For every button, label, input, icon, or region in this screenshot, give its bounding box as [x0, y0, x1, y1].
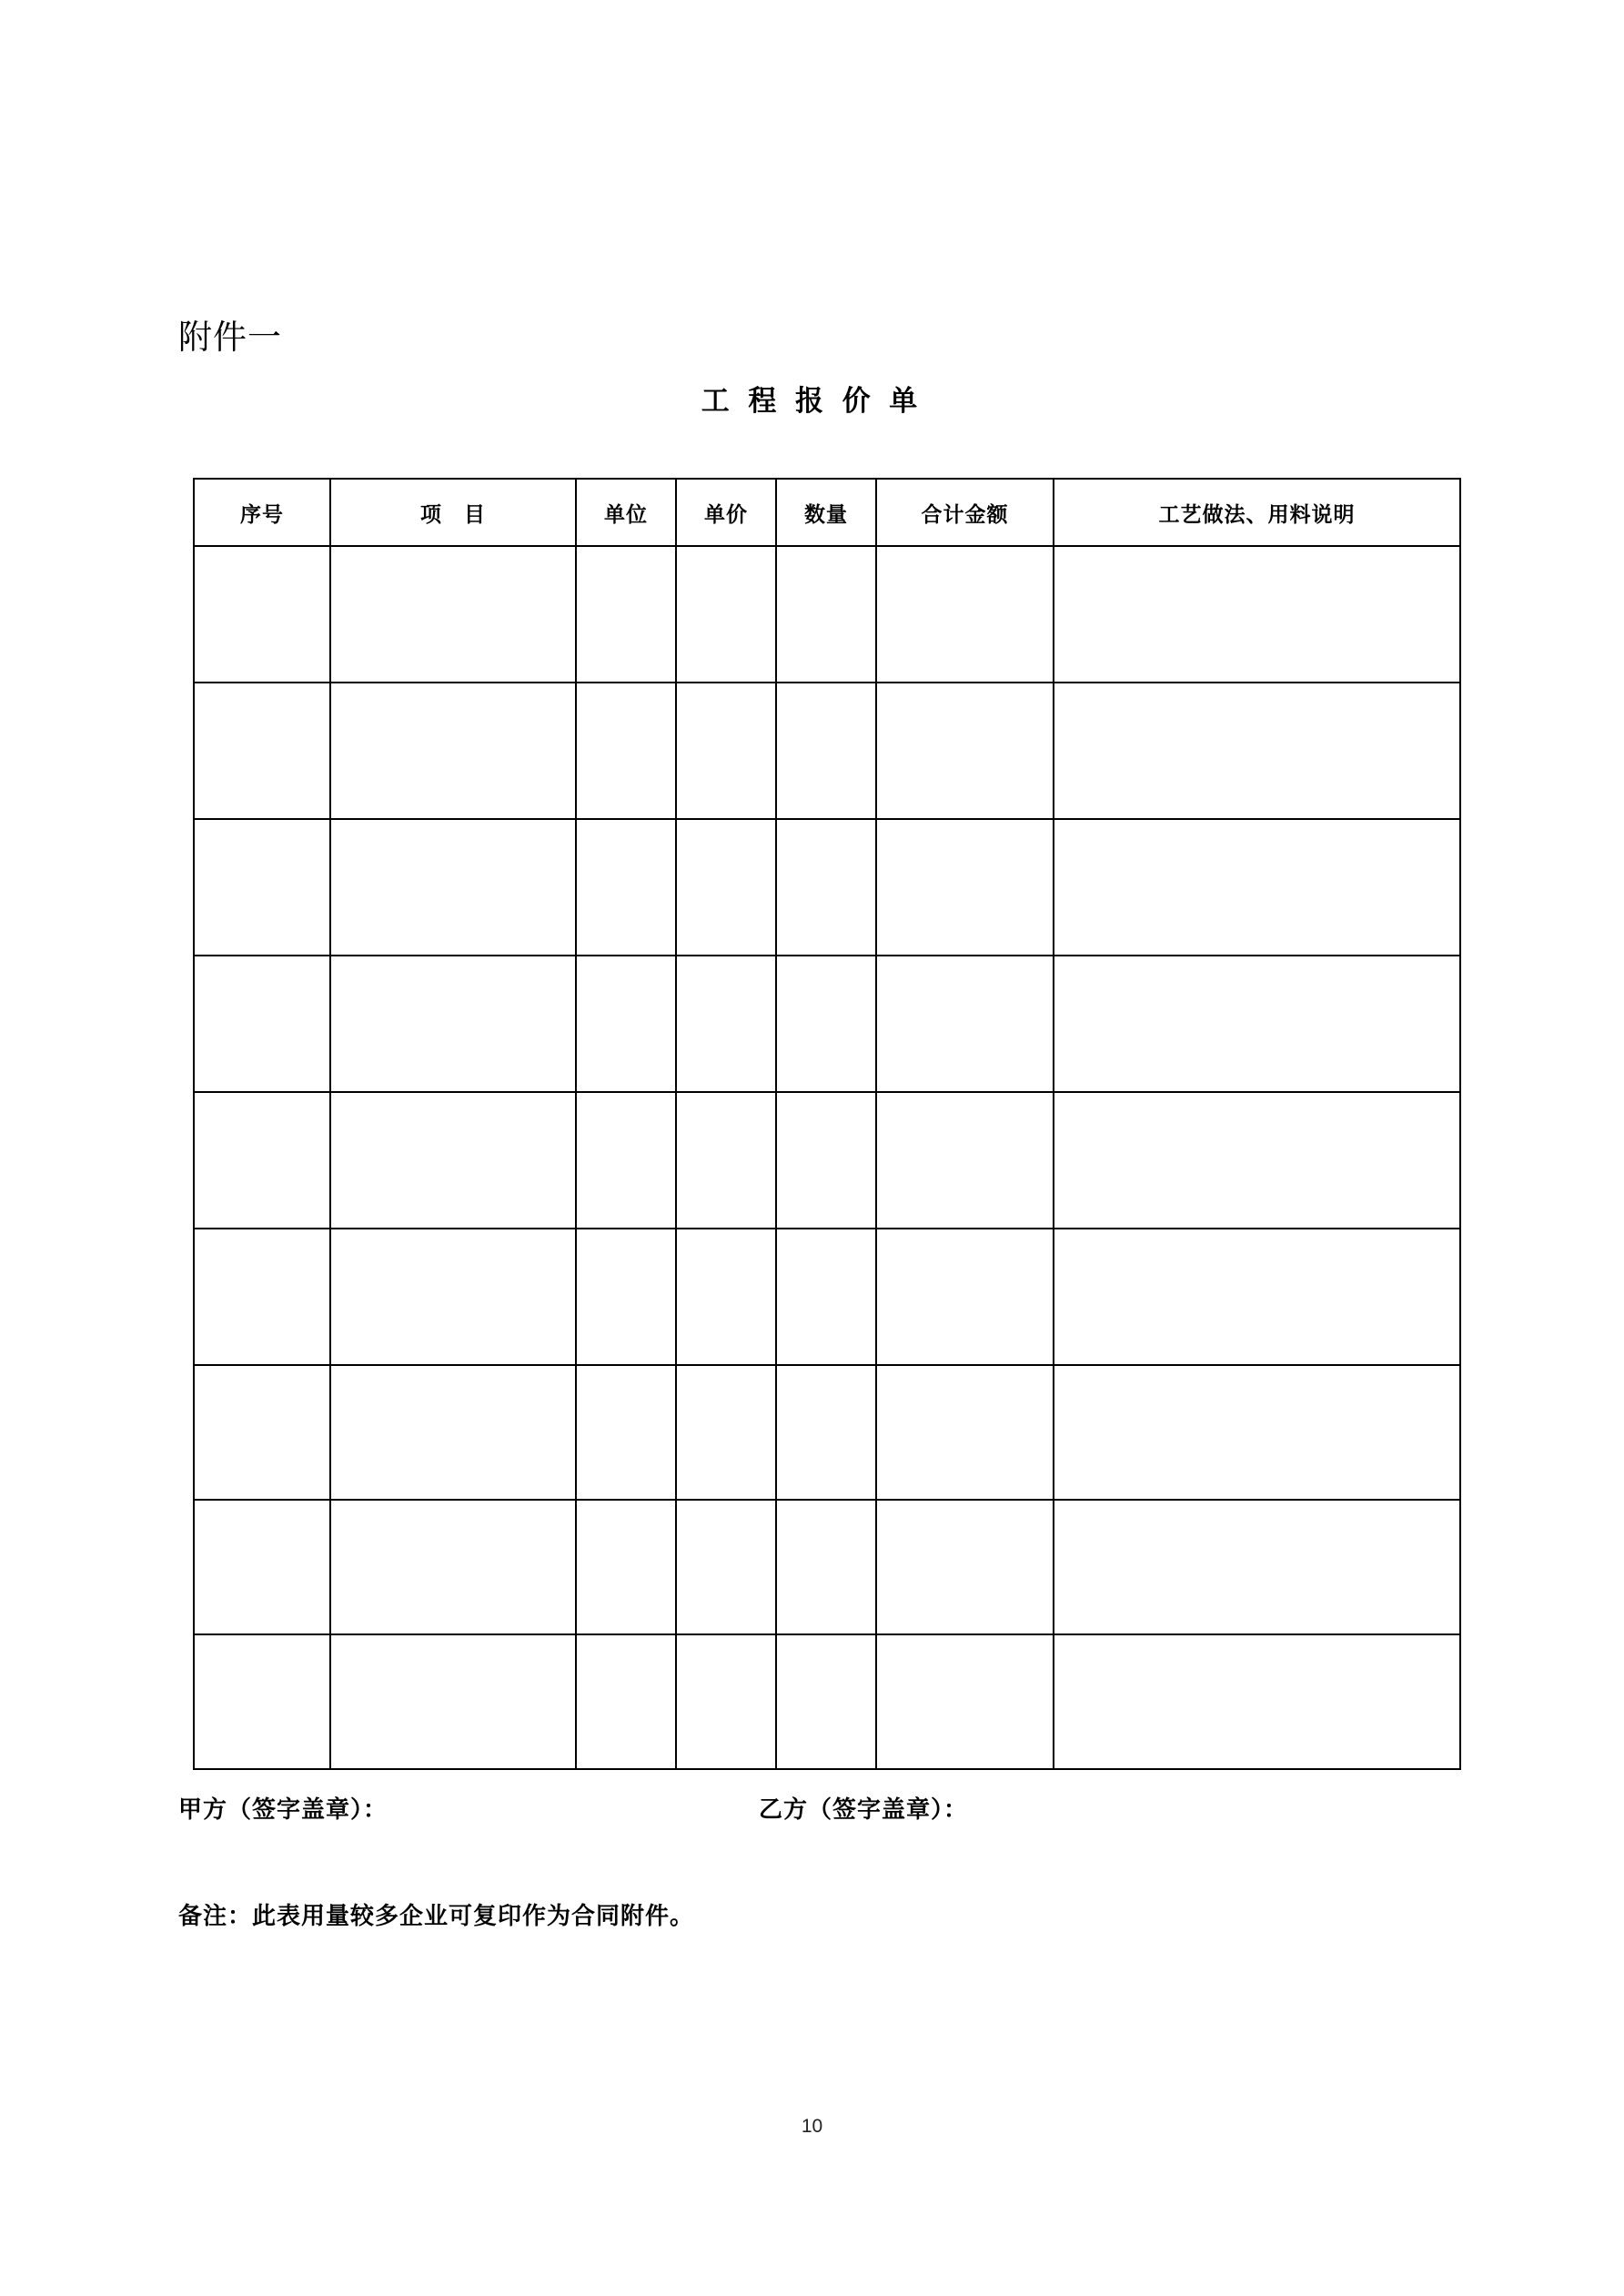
cell-unit[interactable]: [576, 1092, 676, 1229]
table-header-row: [194, 479, 1460, 546]
cell-unit[interactable]: [576, 1634, 676, 1769]
column-header-qty: 数量: [776, 479, 876, 546]
cell-qty[interactable]: [776, 1365, 876, 1500]
cell-note[interactable]: [1054, 1500, 1460, 1634]
cell-seq[interactable]: [194, 1365, 330, 1500]
cell-item[interactable]: [330, 1634, 576, 1769]
page-title: 工 程 报 价 单: [701, 385, 923, 417]
cell-unit[interactable]: [576, 1500, 676, 1634]
cell-seq[interactable]: [194, 1634, 330, 1769]
cell-price[interactable]: [676, 1229, 776, 1365]
cell-item[interactable]: [330, 683, 576, 819]
quotation-table: [193, 478, 1461, 1770]
signature-party-a: 甲方（签字盖章）：: [178, 1795, 388, 1823]
cell-price[interactable]: [676, 1500, 776, 1634]
cell-price[interactable]: [676, 1634, 776, 1769]
cell-qty[interactable]: [776, 683, 876, 819]
cell-seq[interactable]: [194, 956, 330, 1092]
column-header-seq: 序号: [194, 479, 330, 546]
cell-note[interactable]: [1054, 1092, 1460, 1229]
cell-total[interactable]: [876, 819, 1054, 956]
cell-seq[interactable]: [194, 1092, 330, 1229]
cell-unit[interactable]: [576, 1365, 676, 1500]
cell-qty[interactable]: [776, 1229, 876, 1365]
cell-item[interactable]: [330, 1092, 576, 1229]
cell-note[interactable]: [1054, 1634, 1460, 1769]
cell-note[interactable]: [1054, 1365, 1460, 1500]
cell-unit[interactable]: [576, 683, 676, 819]
table-row: [194, 1500, 1460, 1634]
page-number: 10: [801, 2116, 823, 2137]
table-row: [194, 819, 1460, 956]
cell-total[interactable]: [876, 1229, 1054, 1365]
cell-total[interactable]: [876, 1634, 1054, 1769]
cell-seq[interactable]: [194, 683, 330, 819]
cell-qty[interactable]: [776, 819, 876, 956]
cell-qty[interactable]: [776, 1500, 876, 1634]
cell-qty[interactable]: [776, 1634, 876, 1769]
cell-note[interactable]: [1054, 819, 1460, 956]
table-row: [194, 1634, 1460, 1769]
cell-item[interactable]: [330, 1365, 576, 1500]
attachment-label: 附件一: [178, 319, 282, 356]
cell-item[interactable]: [330, 819, 576, 956]
column-header-note: 工艺做法、用料说明: [1054, 479, 1460, 546]
cell-qty[interactable]: [776, 956, 876, 1092]
cell-price[interactable]: [676, 683, 776, 819]
column-header-price: 单价: [676, 479, 776, 546]
cell-seq[interactable]: [194, 546, 330, 683]
table-row: [194, 1365, 1460, 1500]
cell-note[interactable]: [1054, 1229, 1460, 1365]
table-row: [194, 546, 1460, 683]
cell-total[interactable]: [876, 1092, 1054, 1229]
table-row: [194, 1229, 1460, 1365]
cell-seq[interactable]: [194, 819, 330, 956]
cell-price[interactable]: [676, 819, 776, 956]
column-header-unit: 单位: [576, 479, 676, 546]
column-header-total: 合计金额: [876, 479, 1054, 546]
column-header-item: 项 目: [330, 479, 576, 546]
cell-seq[interactable]: [194, 1229, 330, 1365]
cell-note[interactable]: [1054, 956, 1460, 1092]
cell-total[interactable]: [876, 546, 1054, 683]
cell-total[interactable]: [876, 956, 1054, 1092]
cell-total[interactable]: [876, 1365, 1054, 1500]
table-row: [194, 956, 1460, 1092]
cell-note[interactable]: [1054, 683, 1460, 819]
signature-party-b: 乙方（签字盖章）：: [759, 1795, 969, 1823]
cell-price[interactable]: [676, 1365, 776, 1500]
cell-item[interactable]: [330, 956, 576, 1092]
cell-unit[interactable]: [576, 819, 676, 956]
cell-total[interactable]: [876, 1500, 1054, 1634]
cell-item[interactable]: [330, 546, 576, 683]
cell-qty[interactable]: [776, 546, 876, 683]
cell-price[interactable]: [676, 1092, 776, 1229]
cell-unit[interactable]: [576, 1229, 676, 1365]
cell-price[interactable]: [676, 546, 776, 683]
remark-text: 备注：此表用量较多企业可复印作为合同附件。: [178, 1902, 695, 1929]
cell-seq[interactable]: [194, 1500, 330, 1634]
table-row: [194, 683, 1460, 819]
cell-qty[interactable]: [776, 1092, 876, 1229]
cell-note[interactable]: [1054, 546, 1460, 683]
cell-item[interactable]: [330, 1229, 576, 1365]
table-row: [194, 1092, 1460, 1229]
cell-price[interactable]: [676, 956, 776, 1092]
cell-unit[interactable]: [576, 956, 676, 1092]
cell-unit[interactable]: [576, 546, 676, 683]
cell-item[interactable]: [330, 1500, 576, 1634]
cell-total[interactable]: [876, 683, 1054, 819]
